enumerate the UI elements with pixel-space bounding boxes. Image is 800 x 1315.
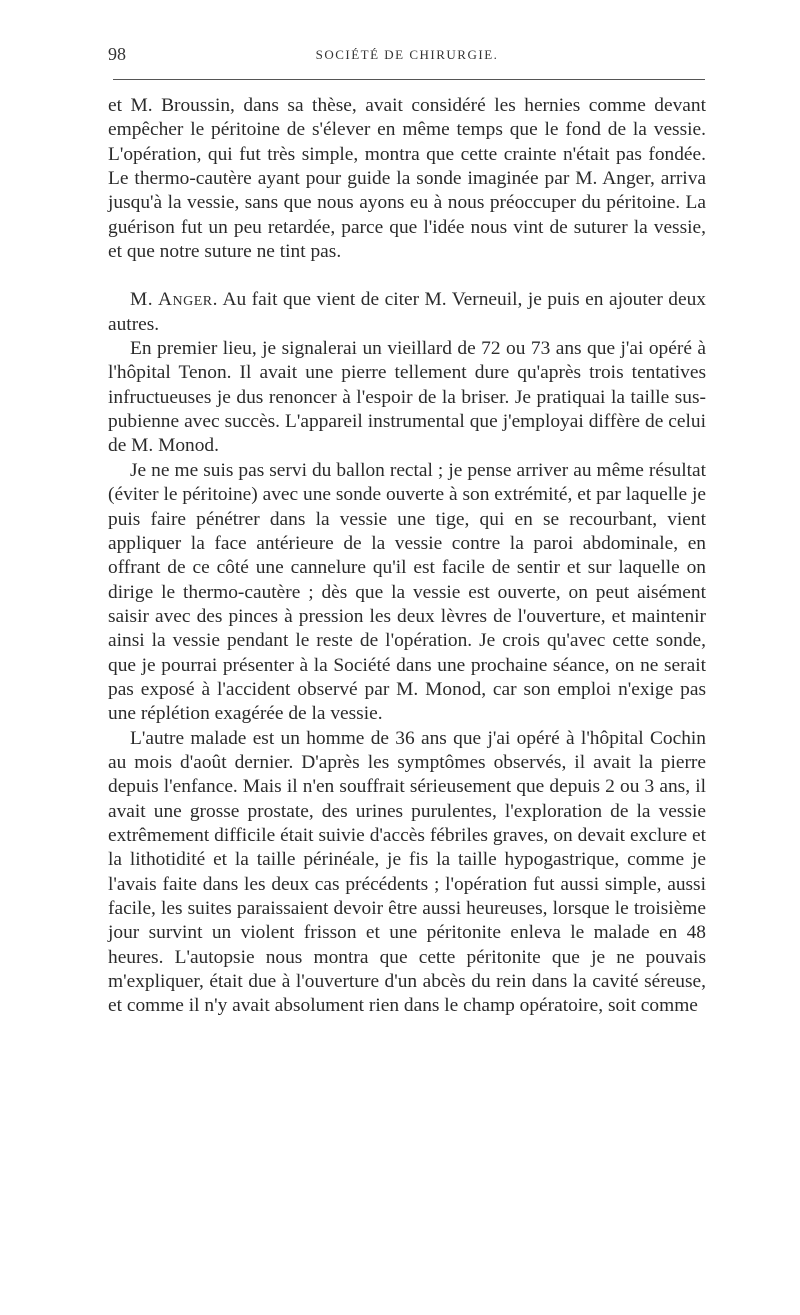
running-head <box>108 44 706 70</box>
paragraph-first-case: En premier lieu, je signalerai un vieillard de 72 ou 73 ans que j'ai opéré à l'hôpital Tenon. Il avait une pierre tellement dure qu'après trois tentatives infructueuses je dus renoncer à l'espoir de la briser. Je pratiquai la taille sus-pubienne avec succès. L'appareil instrumental que j'employai diffère de celui de M. Monod. <box>108 338 706 457</box>
running-title: SOCIÉTÉ DE CHIRURGIE. <box>315 47 499 62</box>
paragraph-instrument: Je ne me suis pas servi du ballon rectal ; je pense arriver au même résultat (éviter le péritoine) avec une sonde ouverte à son extrémité, et par laquelle je puis faire pénétrer dans la vessie une tige, qui en se recourbant, vient appliquer la face antérieure de la vessie contre la paroi abdominale, en offrant de ce côté une cannelure qu'il est facile de sentir et sur laquelle on dirige le thermo-cautère ; dès que la vessie est ouverte, on peut aisément saisir avec des pinces à pression les deux lèvres de l'ouverture, et maintenir ainsi la vessie pendant le reste de l'opération. Je crois qu'avec cette sonde, que je pourrai présenter à la Société dans une prochaine séance, on ne serait pas exposé à l'accident observé par M. Monod, car son emploi n'exige pas une réplétion exagérée de la vessie. <box>108 459 706 725</box>
paragraph-anger-intro <box>108 288 706 337</box>
paragraph-text: Au fait que vient de citer M. Verneuil, je puis en ajouter deux autres. <box>108 289 706 335</box>
header-rule <box>113 79 705 80</box>
body-text <box>108 94 706 1019</box>
speaker-name: M. Anger. <box>130 289 218 311</box>
paragraph-continuation: et M. Broussin, dans sa thèse, avait considéré les hernies comme devant empêcher le péritoine de s'élever en même temps que le fond de la vessie. L'opération, qui fut très simple, montra que cette crainte n'était pas fondée. Le thermo-cautère ayant pour guide la sonde imaginée par M. Anger, arriva jusqu'à la vessie, sans que nous ayons eu à nous préoccuper du péritoine. La guérison fut un peu retardée, parce que l'idée nous vint de suturer la vessie, et que notre suture ne tint pas. <box>108 95 706 263</box>
page-number: 98 <box>108 44 126 64</box>
paragraph-second-case: L'autre malade est un homme de 36 ans que j'ai opéré à l'hôpital Cochin au mois d'août dernier. D'après les symptômes observés, il avait la pierre depuis l'enfance. Mais il n'en souffrait sérieusement que depuis 2 ou 3 ans, il avait une grosse prostate, des urines purulentes, l'exploration de la vessie extrêmement difficile était suivie d'accès fébriles graves, on devait exclure et la lithotidité et la taille périnéale, je fis la taille hypogastrique, comme je l'avais faite dans les deux cas précédents ; l'opération fut aussi simple, aussi facile, les suites paraissaient devoir être aussi heureuses, lorsque le troisième jour survint un violent frisson et une péritonite enleva le malade en 48 heures. L'autopsie nous montra que cette péritonite que je ne pouvais m'expliquer, était due à l'ouverture d'un abcès du rein dans la cavité séreuse, et comme il n'y avait absolument rien dans le champ opératoire, soit comme <box>108 727 706 1017</box>
